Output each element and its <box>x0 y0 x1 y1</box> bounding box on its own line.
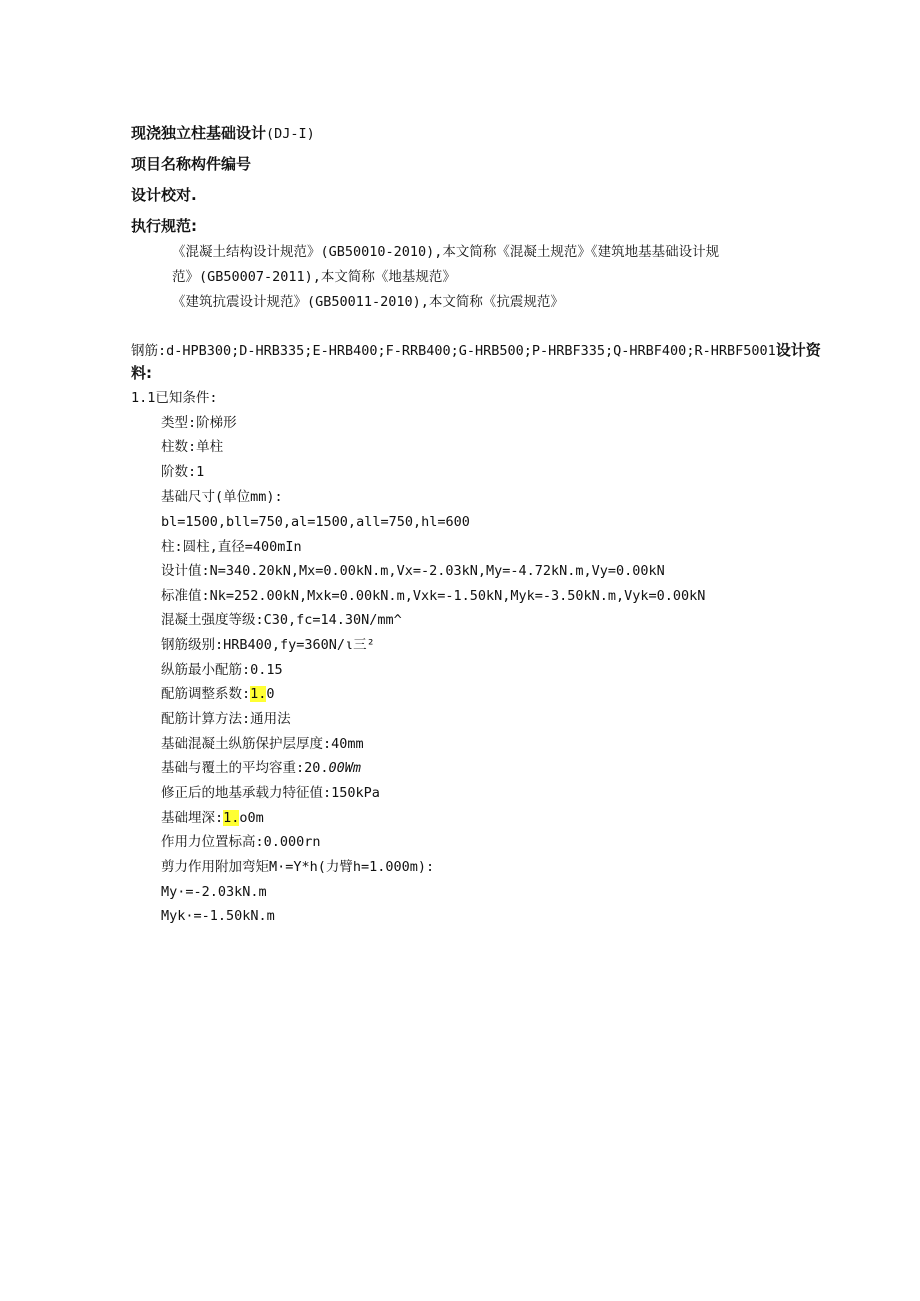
item-standard-values: 标准值:Nk=252.00kN,Mxk=0.00kN.m,Vxk=-1.50kN,Myk=-3.50kN.m,Vyk=0.00kN <box>161 588 706 604</box>
code-reference-2: 范》(GB50007-2011),本文简称《地基规范》 <box>172 269 456 285</box>
design-data-label-a: 设计资 <box>775 341 821 359</box>
item-bearing: 修正后的地基承载力特征值:150kPa <box>161 785 380 801</box>
rebar-prefix: 钢筋: <box>131 343 167 359</box>
item-adjust-factor <box>161 684 275 704</box>
depth-label: 基础埋深: <box>161 810 224 826</box>
item-cover: 基础混凝土纵筋保护层厚度:40mm <box>161 736 364 752</box>
rebar-codes: d-HPB300;D-HRB335;E-HRB400;F-RRB400;G-HRB500;P-HRBF335;Q-HRBF400;R-HRBF5001 <box>166 343 776 359</box>
item-rebar-grade: 钢筋级别:HRB400,fy=360N/ι三² <box>161 637 375 653</box>
known-conditions-heading: 1.1已知条件: <box>131 390 218 406</box>
item-my-extra: My·=-2.03kN.m <box>161 884 267 900</box>
doc-title-code: (DJ-I) <box>266 126 315 142</box>
adjust-factor-rest: 0 <box>266 686 275 702</box>
item-size-values: bl=1500,bll=750,al=1500,all=750,hl=600 <box>161 514 470 530</box>
item-depth <box>161 808 264 828</box>
item-steps: 阶数:1 <box>161 464 205 480</box>
codes-heading: 执行规范: <box>131 217 197 235</box>
item-shear-moment: 剪力作用附加弯矩M·=Y*h(力臂h=1.000m): <box>161 859 435 875</box>
item-force-elevation: 作用力位置标高:0.000rn <box>161 834 321 850</box>
item-unit-weight <box>161 758 361 778</box>
item-min-ratio: 纵筋最小配筋:0.15 <box>161 662 283 678</box>
item-myk-extra: Myk·=-1.50kN.m <box>161 908 275 924</box>
code-reference-1: 《混凝土结构设计规范》(GB50010-2010),本文简称《混凝土规范》《建筑地基基础设计规 <box>172 244 720 260</box>
rebar-line <box>131 340 821 362</box>
item-type: 类型:阶梯形 <box>161 415 237 431</box>
doc-title-main: 现浇独立柱基础设计 <box>131 124 267 142</box>
adjust-factor-label: 配筋调整系数: <box>161 686 251 702</box>
unit-weight-label: 基础与覆土的平均容重:20. <box>161 760 329 776</box>
depth-highlight: 1. <box>223 810 240 826</box>
check-line: 设计校对. <box>131 186 197 204</box>
doc-title <box>131 123 315 145</box>
depth-rest: o0m <box>239 810 264 826</box>
code-reference-3: 《建筑抗震设计规范》(GB50011-2010),本文简称《抗震规范》 <box>172 294 564 310</box>
item-design-values: 设计值:N=340.20kN,Mx=0.00kN.m,Vx=-2.03kN,My=-4.72kN.m,Vy=0.00kN <box>161 563 665 579</box>
item-size-label: 基础尺寸(单位mm): <box>161 489 283 505</box>
item-column: 柱:圆柱,直径=400mIn <box>161 539 302 555</box>
design-data-label-b: 料: <box>131 364 152 382</box>
project-line: 项目名称构件编号 <box>131 155 252 173</box>
item-columns: 柱数:单柱 <box>161 439 224 455</box>
item-calc-method: 配筋计算方法:通用法 <box>161 711 291 727</box>
item-concrete-grade: 混凝土强度等级:C30,fc=14.30N/mm^ <box>161 612 402 628</box>
adjust-factor-highlight: 1. <box>250 686 267 702</box>
unit-weight-value: 00Wm <box>328 760 362 776</box>
